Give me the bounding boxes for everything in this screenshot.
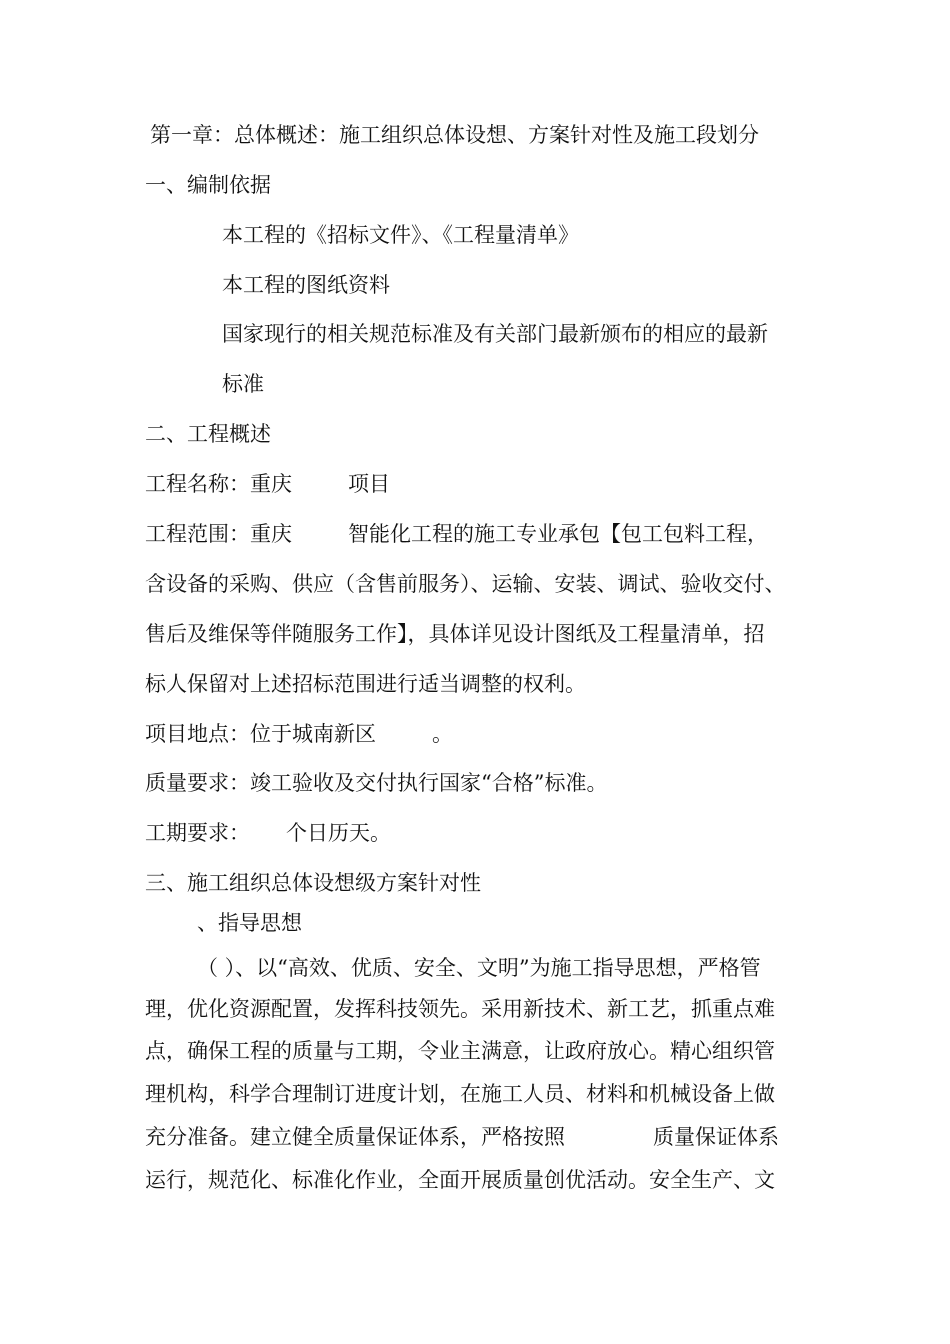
period-label: 工期要求： bbox=[145, 821, 250, 845]
project-name-label: 工程名称：重庆 bbox=[145, 472, 292, 496]
period-line bbox=[145, 823, 391, 844]
guidance-para-line-5 bbox=[145, 1127, 779, 1148]
section-heading-overview: 二、工程概述 bbox=[145, 422, 271, 446]
guidance-para-line-2: 理，优化资源配置，发挥科技领先。采用新技术、新工艺，抓重点难 bbox=[145, 997, 775, 1021]
project-location-end: 。 bbox=[432, 722, 453, 746]
period-value: 个日历天。 bbox=[286, 821, 391, 845]
basis-item-1: 本工程的《招标文件》、《工程量清单》 bbox=[222, 223, 579, 247]
project-location-label: 项目地点：位于城南新区 bbox=[145, 722, 376, 746]
section-heading-basis: 一、编制依据 bbox=[145, 173, 271, 197]
basis-item-3: 国家现行的相关规范标准及有关部门最新颁布的相应的最新 bbox=[222, 322, 768, 346]
guidance-para-line-4: 理机构，科学合理制订进度计划，在施工人员、材料和机械设备上做 bbox=[145, 1082, 775, 1106]
sub-heading-guidance: 、指导思想 bbox=[197, 911, 302, 935]
guidance-para-line-5-b: 质量保证体系 bbox=[653, 1125, 779, 1149]
project-name-line bbox=[145, 474, 390, 495]
guidance-para-line-3: 点，确保工程的质量与工期，令业主满意，让政府放心。精心组织管 bbox=[145, 1039, 775, 1063]
basis-item-2: 本工程的图纸资料 bbox=[222, 273, 390, 297]
project-name-value: 项目 bbox=[348, 472, 390, 496]
project-scope-text: 智能化工程的施工专业承包【包工包料工程， bbox=[348, 522, 768, 546]
project-scope-line-4: 标人保留对上述招标范围进行适当调整的权利。 bbox=[145, 672, 586, 696]
project-location-line bbox=[145, 724, 453, 745]
project-scope-line-3: 售后及维保等伴随服务工作】，具体详见设计图纸及工程量清单，招 bbox=[145, 622, 765, 646]
quality-requirement: 质量要求：竣工验收及交付执行国家“合格”标准。 bbox=[145, 771, 608, 795]
guidance-para-line-6: 运行，规范化、标准化作业，全面开展质量创优活动。安全生产、文 bbox=[145, 1168, 775, 1192]
section-heading-concept: 三、施工组织总体设想级方案针对性 bbox=[145, 871, 481, 895]
guidance-para-line-5-a: 充分准备。建立健全质量保证体系，严格按照 bbox=[145, 1125, 565, 1149]
chapter-title: 第一章：总体概述：施工组织总体设想、方案针对性及施工段划分 bbox=[150, 123, 759, 147]
project-scope-line-1 bbox=[145, 524, 768, 545]
project-scope-line-2: 含设备的采购、供应（含售前服务）、运输、安装、调试、验收交付、 bbox=[145, 572, 786, 596]
project-scope-label: 工程范围：重庆 bbox=[145, 522, 292, 546]
basis-item-3-cont: 标准 bbox=[222, 372, 264, 396]
guidance-para-line-1: （ ）、以“高效、优质、安全、文明”为施工指导思想，严格管 bbox=[197, 956, 761, 980]
